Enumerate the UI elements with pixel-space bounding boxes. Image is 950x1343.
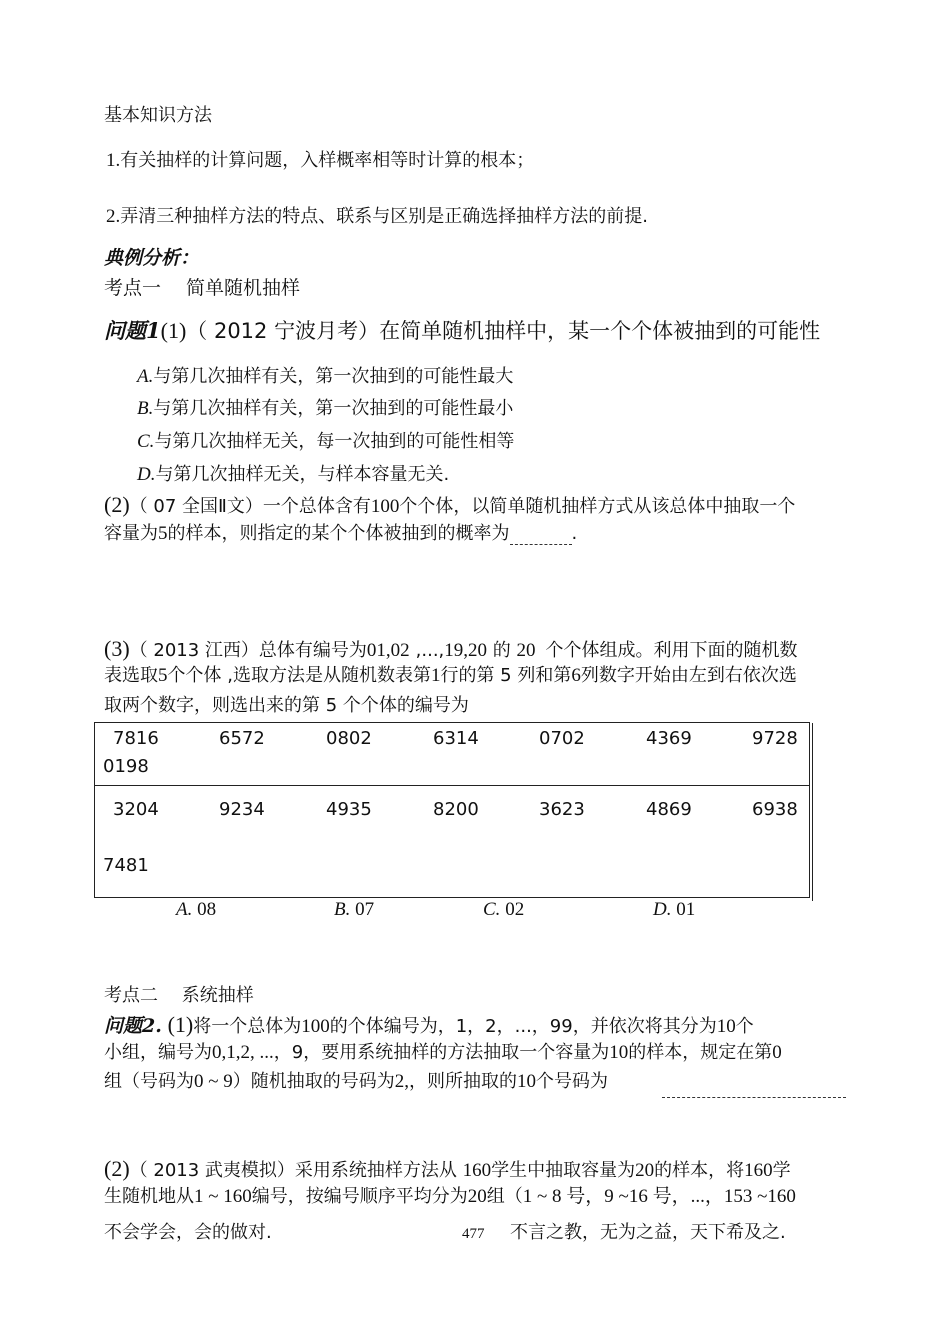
option-value: 07 [355,899,375,920]
text: 的样本，则指定的某个个体被抽到的概率为 [167,523,510,544]
text: 组（号码为 [104,1071,194,1092]
answer-option-b [334,898,374,922]
text: 学 [772,1160,791,1181]
examples-heading: 典例分析： [104,247,200,269]
topic1-title: 考点一 简单随机抽样 [104,277,301,299]
text: 的样本，规定在第 [628,1042,773,1063]
option-letter: D. [137,464,156,485]
option-c [137,431,514,453]
text: ）随机抽取的号码为 [232,1071,395,1092]
topic2-title: 考点二 系统抽样 [104,985,254,1006]
part-number: (2) [104,492,130,517]
option-letter: A. [137,366,154,387]
text: 个号码为 [536,1071,609,1092]
q1-part3-line1 [104,638,798,662]
table-cell: 3204 [113,799,159,820]
number: 6 [571,665,581,686]
q1-part2-line2 [104,523,577,545]
table-cell: 7816 [113,728,159,749]
number: 5 [158,523,168,544]
option-letter: A. [176,899,193,920]
number: 100 [301,1016,330,1037]
table-cell: 6938 [752,799,798,820]
text: 小组，编号为 [104,1042,212,1063]
number: 10 [716,1016,736,1037]
part-number: (3) [104,636,130,661]
footer-left: 不会学会，会的做对. [104,1222,272,1243]
text: ,..., [415,640,445,661]
table-cell: 4869 [646,799,692,820]
option-value: 02 [505,899,525,920]
table-cell: 4935 [326,799,372,820]
q2-part1-line3 [104,1071,608,1093]
method-item-2 [106,206,648,228]
number: 10 [609,1042,629,1063]
answer-option-a [176,898,216,922]
answer-blank [510,544,572,545]
option-value: 08 [197,899,217,920]
table-cell: 4369 [646,728,692,749]
footer-right: 不言之教，无为之益，天下希及之. [510,1222,786,1243]
table-cell: 0198 [103,756,149,777]
option-text: 与第几次抽样有关，第一次抽到的可能性最大 [153,366,514,387]
text: 个 [735,1016,754,1037]
text: 1 ~ 8 号，9 ~16 号，...，153 ~160 [522,1186,796,1207]
table-cell: 8200 [433,799,479,820]
item-text: 弄清三种抽样方法的特点、联系与区别是正确选择抽样方法的前提. [120,206,648,227]
q1-part3-line2 [104,665,797,687]
answer-blank [662,1097,846,1098]
number: 10 [517,1071,537,1092]
text: ，则所抽取的 [409,1071,518,1092]
table-cell: 9234 [219,799,265,820]
part-text: （ 2012 宁波月考）在简单随机抽样中，某一个个体被抽到的可能性 [186,319,821,343]
option-letter: D. [653,899,672,920]
text: 列数字开始由左到右依次选 [580,665,797,686]
period: . [571,523,578,544]
table-cell: 0702 [539,728,585,749]
part-number: (1) [167,1012,194,1037]
table-divider [95,785,809,786]
table-cell: 7481 [103,855,149,876]
option-d [137,464,449,486]
answer-option-d [653,898,695,922]
number: 20 [467,1186,487,1207]
text: （ 2013 江西）总体有编号为 [129,640,367,661]
q1-part2-line1 [104,494,795,518]
text: 组（ [486,1186,523,1207]
option-a [137,366,513,388]
number: 0 [772,1042,782,1063]
option-letter: C. [137,431,155,452]
number: 0,1,2, ... [212,1042,274,1063]
text: 个个体，以简单随机抽样方式从该总体中抽取一个 [399,496,796,517]
text: （ 2013 武夷模拟）采用系统抽样方法从 [129,1160,457,1181]
question-label: 问题1 [104,318,161,343]
table-cell: 3623 [539,799,585,820]
option-text: 与第几次抽样有关，第一次抽到的可能性最小 [153,398,514,419]
text: 行的第 5 列和第 [440,665,572,686]
option-letter: B. [137,398,154,419]
text: 生随机地从 [104,1186,194,1207]
text: 的个体编号为，1，2，...，99，并依次将其分为 [329,1016,717,1037]
text: 的样本，将 [654,1160,745,1181]
number: 20 [516,640,536,661]
number: 1 ~ 160 [194,1186,252,1207]
q2-part2-line1 [104,1158,791,1182]
q2-part1-line1 [104,1014,754,1038]
text: 学生中抽取容量为 [491,1160,636,1181]
option-letter: C. [483,899,501,920]
table-cell: 6314 [433,728,479,749]
number: 20 [635,1160,655,1181]
number: 160 [744,1160,773,1181]
number: 160 [462,1160,492,1181]
option-value: 01 [676,899,696,920]
random-number-table [94,722,810,898]
text: 容量为 [104,523,158,544]
item-text: 有关抽样的计算问题，入样概率相等时计算的根本； [120,150,535,171]
option-text: 与第几次抽样无关，与样本容量无关. [155,464,450,485]
question-label: 问题2. [104,1015,162,1037]
text: 个个体 ,选取方法是从随机数表第 [167,665,431,686]
text: 表选取 [104,665,158,686]
option-letter: B. [334,899,351,920]
table-cell: 0802 [326,728,372,749]
q1-part1 [104,318,820,344]
text: （ 07 全国Ⅱ文）一个总体含有 [129,496,371,517]
option-b [137,398,513,420]
number: 100 [370,496,400,517]
text: 将一个总体为 [193,1016,302,1037]
item-number: 2. [106,206,121,227]
table-cell: 9728 [752,728,798,749]
option-text: 与第几次抽样无关，每一次抽到的可能性相等 [154,431,515,452]
q1-part3-line3: 取两个数字，则选出来的第 5 个个体的编号为 [104,695,469,716]
item-number: 1. [106,150,121,171]
q2-part2-line2 [104,1186,796,1208]
table-cell: 6572 [219,728,265,749]
section-heading: 基本知识方法 [104,105,212,126]
page-number: 477 [462,1226,485,1242]
number: 0 ~ 9 [194,1071,233,1092]
method-item-1 [106,150,534,172]
text: ，9，要用系统抽样的方法抽取一个容量为 [273,1042,610,1063]
number: 19,20 [444,640,488,661]
text: 个个体组成。利用下面的随机数 [545,640,798,661]
part-number: (1) [160,318,187,343]
text: 的 [492,640,511,661]
number: 01,02 [366,640,410,661]
number: 5 [158,665,168,686]
table-edge [812,723,813,901]
answer-option-c [483,898,524,922]
part-number: (2) [104,1156,130,1181]
number: 1 [430,665,441,686]
q2-part1-line2 [104,1042,782,1064]
number: 2, [394,1071,410,1092]
text: 编号，按编号顺序平均分为 [251,1186,468,1207]
